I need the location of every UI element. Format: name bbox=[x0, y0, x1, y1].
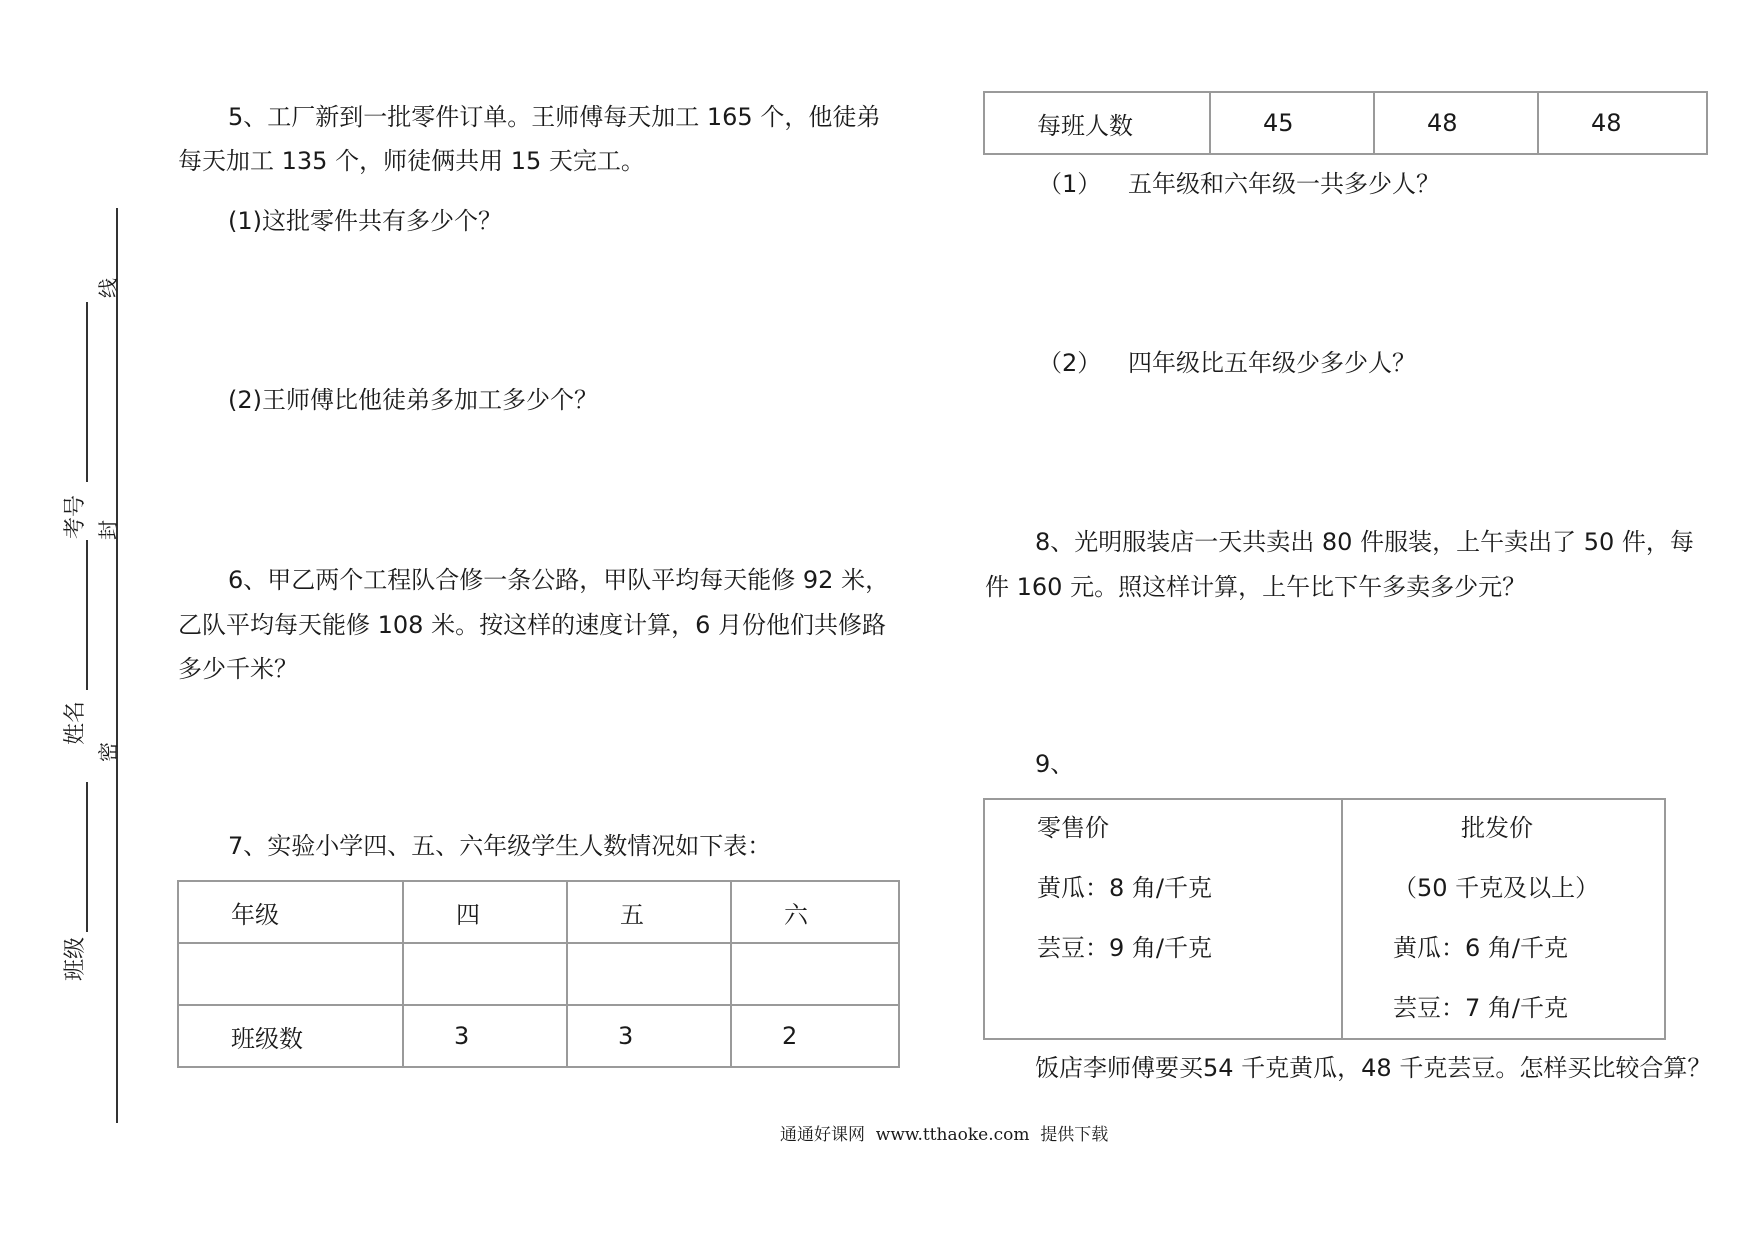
table-cell bbox=[1538, 92, 1707, 154]
q6-line1: 6、甲乙两个工程队合修一条公路，甲队平均每天能修 92 米， bbox=[228, 566, 890, 594]
table-cell bbox=[567, 1005, 731, 1067]
binding-line bbox=[116, 208, 118, 1123]
table-cell-text: 六 bbox=[784, 900, 808, 929]
q6-line2: 乙队平均每天能修 108 米。按这样的速度计算，6 月份他们共修路 bbox=[178, 611, 886, 639]
table-cell bbox=[178, 1005, 403, 1067]
q8-line2: 件 160 元。照这样计算，上午比下午多卖多少元？ bbox=[985, 573, 1527, 601]
table-cell bbox=[403, 943, 567, 1005]
exam-no-label: 考号 bbox=[63, 494, 89, 540]
table-cell bbox=[1210, 92, 1374, 154]
wholesale-price-cell bbox=[1342, 799, 1665, 1039]
table-row bbox=[178, 1005, 899, 1067]
wholesale-title: 批发价 bbox=[1461, 814, 1533, 842]
table-cell bbox=[984, 92, 1210, 154]
class-label: 班级 bbox=[63, 936, 89, 982]
table-cell-text: 四 bbox=[456, 900, 480, 929]
q7-sub2-text: 四年级比五年级少多少人？ bbox=[1128, 349, 1416, 377]
margin-line-char: 线 bbox=[96, 278, 120, 298]
wholesale-cucumber: 黄瓜：6 角/千克 bbox=[1393, 934, 1568, 962]
table-cell-text: 2 bbox=[782, 1022, 798, 1050]
retail-cucumber: 黄瓜：8 角/千克 bbox=[1037, 874, 1212, 902]
footer-credit: 通通好课网 www.tthaoke.com 提供下载 bbox=[780, 1125, 1109, 1145]
table-cell-text: 五 bbox=[620, 900, 644, 929]
table-cell bbox=[731, 881, 899, 943]
table-cell-text: 48 bbox=[1591, 109, 1622, 137]
wholesale-condition: （50 千克及以上） bbox=[1393, 874, 1600, 902]
table-cell bbox=[1374, 92, 1538, 154]
table-cell-text: 3 bbox=[454, 1022, 470, 1050]
q5-line1: 5、工厂新到一批零件订单。王师傅每天加工 165 个，他徒弟 bbox=[228, 103, 881, 131]
margin-secret-char: 密 bbox=[96, 742, 120, 762]
retail-title: 零售价 bbox=[1037, 814, 1109, 842]
q7-sub2-number: （2） bbox=[1038, 349, 1102, 377]
table-row bbox=[178, 881, 899, 943]
q9-label: 9、 bbox=[1035, 750, 1075, 778]
table-cell-text: 班级数 bbox=[231, 1024, 303, 1053]
q8-line1: 8、光明服装店一天共卖出 80 件服装，上午卖出了 50 件，每 bbox=[1035, 528, 1694, 556]
table-row bbox=[984, 92, 1707, 154]
q7-table-continued bbox=[983, 91, 1708, 155]
wholesale-bean: 芸豆：7 角/千克 bbox=[1393, 994, 1568, 1022]
table-cell-text: 48 bbox=[1427, 109, 1458, 137]
table-cell bbox=[403, 881, 567, 943]
retail-price-cell bbox=[984, 799, 1342, 1039]
margin-seal-char: 封 bbox=[96, 520, 120, 540]
exam-no-underline bbox=[86, 302, 88, 482]
q7-sub1-number: （1） bbox=[1038, 170, 1102, 198]
table-cell bbox=[567, 943, 731, 1005]
name-label: 姓名 bbox=[63, 700, 89, 746]
q5-line2: 每天加工 135 个，师徒俩共用 15 天完工。 bbox=[178, 147, 645, 175]
table-cell bbox=[731, 1005, 899, 1067]
table-cell bbox=[403, 1005, 567, 1067]
table-cell bbox=[178, 943, 403, 1005]
table-row bbox=[178, 943, 899, 1005]
q7-sub1-text: 五年级和六年级一共多少人？ bbox=[1128, 170, 1440, 198]
table-cell-text: 3 bbox=[618, 1022, 634, 1050]
class-underline bbox=[86, 782, 88, 932]
table-cell bbox=[567, 881, 731, 943]
table-cell-text: 每班人数 bbox=[1037, 111, 1133, 140]
name-underline bbox=[86, 540, 88, 690]
q5-sub2: (2)王师傅比他徒弟多加工多少个？ bbox=[228, 386, 598, 414]
q7-intro: 7、实验小学四、五、六年级学生人数情况如下表： bbox=[228, 832, 772, 860]
q7-table bbox=[177, 880, 900, 1068]
q5-sub1: (1)这批零件共有多少个？ bbox=[228, 207, 502, 235]
retail-bean: 芸豆：9 角/千克 bbox=[1037, 934, 1212, 962]
table-cell-text: 45 bbox=[1263, 109, 1294, 137]
q9-question: 饭店李师傅要买54 千克黄瓜，48 千克芸豆。怎样买比较合算？ bbox=[1035, 1054, 1712, 1082]
table-row bbox=[984, 799, 1665, 1039]
table-cell bbox=[178, 881, 403, 943]
q9-price-table bbox=[983, 798, 1666, 1040]
q6-line3: 多少千米？ bbox=[178, 655, 298, 683]
table-cell-text: 年级 bbox=[231, 900, 279, 929]
table-cell bbox=[731, 943, 899, 1005]
